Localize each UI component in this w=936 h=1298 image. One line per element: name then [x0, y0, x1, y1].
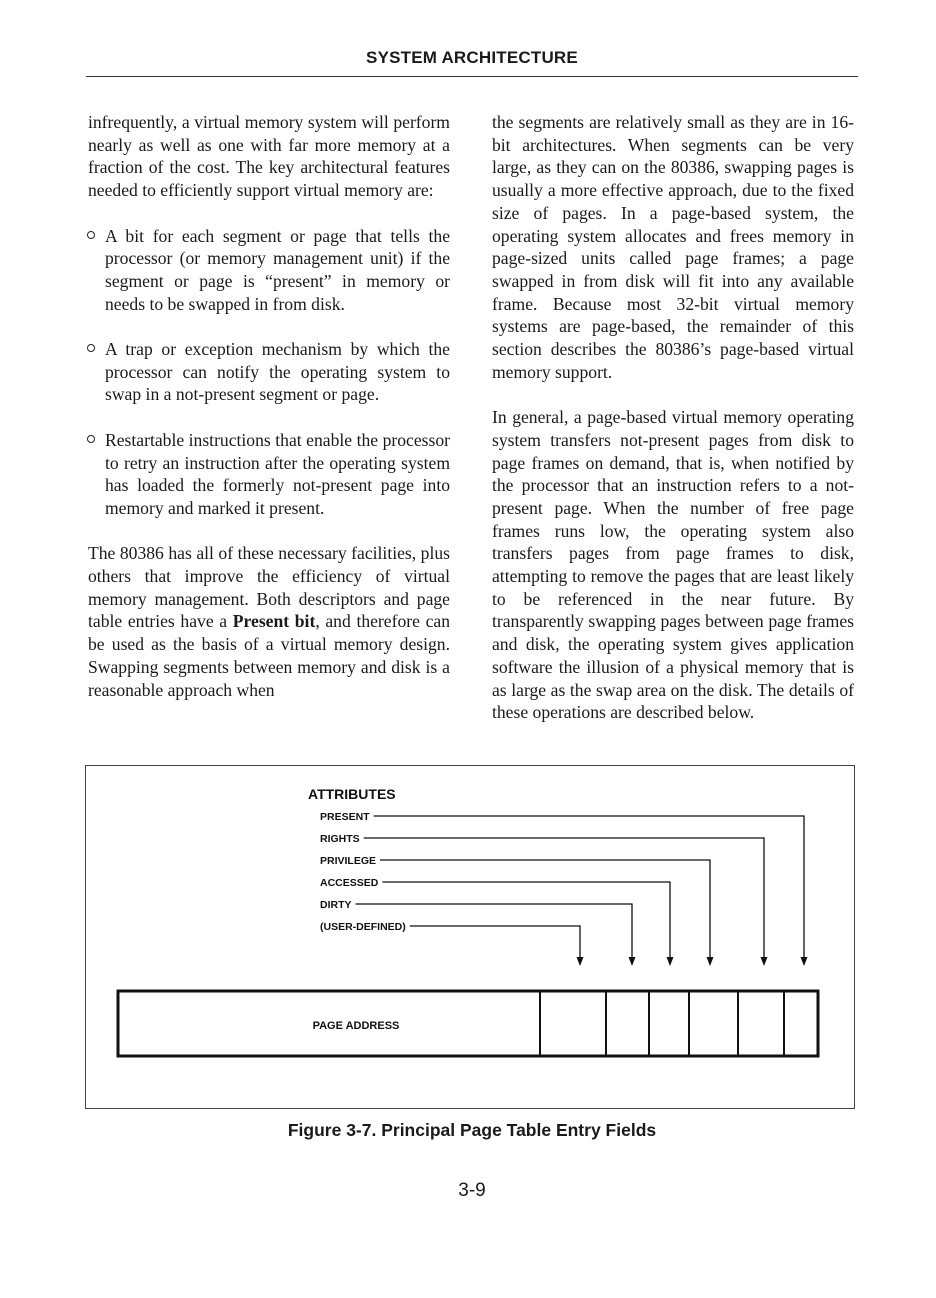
figure-caption: Figure 3-7. Principal Page Table Entry Fields — [287, 1120, 657, 1140]
arrow-down-icon — [707, 957, 714, 966]
page-table-entry-box — [118, 991, 818, 1056]
attribute-leader-line — [364, 838, 764, 958]
text-run: , and therefore can be used as the basis of a virtual memory design. Swapping segments between memory and disk is a reasonable approach when — [88, 611, 450, 700]
present-bit-term: Present bit — [232, 611, 316, 632]
left-column — [88, 111, 450, 701]
text-run: The 80386 has all of these necessary facilities, plus others that improve the efficiency of virtual memory management. Both descriptors and page table entries have a — [88, 543, 450, 632]
bullet-item — [88, 225, 450, 316]
segments-paragraph: the segments are relatively small as they are in 16-bit architectures. When segments can be very large, as they can on the 80386, swapping pages is usually a more effective approach, due to the fixed size of pages. In a page-based system, the operating system allocates and frees memory in page-sized units called page frames; a page swapped in from disk will fit into any available frame. Because most 32-bit virtual memory systems are page-based, the remainder of this section describes the 80386’s page-based virtual memory support. — [492, 112, 854, 382]
bullet-circle-icon — [87, 344, 95, 352]
facilities-paragraph — [88, 542, 450, 701]
intro-paragraph: infrequently, a virtual memory system will perform nearly as well as one with far more memory at a fraction of the cost. The key architectural features needed to efficiently support virtual memory are: — [88, 112, 450, 201]
running-header: SYSTEM ARCHITECTURE — [366, 48, 578, 67]
attributes-title: ATTRIBUTES — [308, 786, 396, 802]
attribute-leader-line — [380, 860, 710, 958]
attribute-leader-line — [410, 926, 580, 958]
attribute-label: PRESENT — [320, 811, 370, 823]
attribute-label: (USER-DEFINED) — [320, 921, 406, 933]
attribute-leader-line — [374, 816, 804, 958]
bullet-circle-icon — [87, 231, 95, 239]
page-address-label: PAGE ADDRESS — [312, 1020, 400, 1032]
bullet-text: Restartable instructions that enable the processor to retry an instruction after the operating system has loaded the formerly not-present page into memory and marked it present. — [105, 429, 450, 518]
bullet-text: A bit for each segment or page that tells the processor (or memory management unit) if the segment or page is “present” in memory or needs to be swapped in from disk. — [105, 225, 450, 314]
bullet-item — [88, 429, 450, 520]
bullet-circle-icon — [87, 435, 95, 443]
bullet-text: A trap or exception mechanism by which the processor can notify the operating system to swap in a not-present segment or page. — [105, 339, 450, 405]
general-paragraph: In general, a page-based virtual memory operating system transfers not-present pages from disk to page frames on demand, that is, when notified by the processor that an instruction refers to a not-present page. When the number of free page frames runs low, the operating system also transfers pages from page frames to disk, attempting to remove the pages that are least likely to be referenced in the near future. By transparently swapping pages between page frames and disk, the operating system gives application software the illusion of a physical memory that is as large as the swap area on the disk. The details of these operations are described below. — [492, 407, 854, 723]
attribute-label: ACCESSED — [320, 877, 379, 889]
arrow-down-icon — [667, 957, 674, 966]
arrow-down-icon — [761, 957, 768, 966]
arrow-down-icon — [577, 957, 584, 966]
attribute-label: PRIVILEGE — [320, 855, 377, 867]
page-table-entry-diagram — [86, 766, 856, 1110]
attribute-leader-line — [382, 882, 670, 958]
attribute-label: RIGHTS — [320, 833, 360, 845]
page-number: 3-9 — [458, 1180, 486, 1201]
right-column — [492, 111, 854, 724]
arrow-down-icon — [801, 957, 808, 966]
header-rule — [86, 76, 858, 77]
figure-page-table-entry — [85, 765, 855, 1109]
bullet-item — [88, 338, 450, 406]
attribute-label: DIRTY — [320, 899, 352, 911]
arrow-down-icon — [629, 957, 636, 966]
